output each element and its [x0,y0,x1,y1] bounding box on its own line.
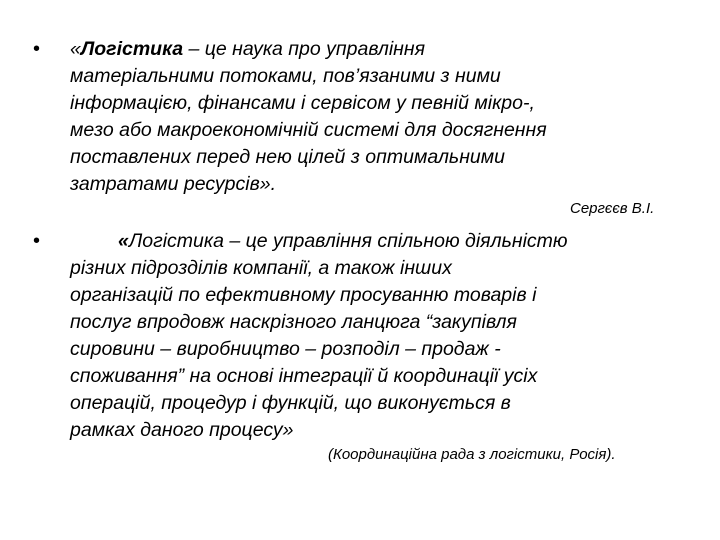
definition-2-line-1-rest: Логістика – це управління спільною діяльністю [128,230,568,252]
definition-1-line-6: затратами ресурсів». [70,173,277,195]
definition-1-text [70,36,685,198]
definition-1-line-4: мезо або макроекономічній системі для досягнення [70,119,547,141]
definition-2-line-7: операцій, процедур і функцій, що виконується в [70,392,511,414]
definition-2-line-8: рамках даного процесу» [70,419,294,441]
bullet-marker: • [33,230,41,252]
definition-1-line-3: інформацією, фінансами і сервісом у певній мікро-, [70,92,535,114]
definition-1-attribution: Сергєєв В.І. [570,200,655,217]
definition-2-line-2: різних підрозділів компанії, а також інших [70,257,452,279]
bullet-marker: • [33,38,41,60]
definition-2-line-1 [70,228,685,255]
definition-2-line-3: організацій по ефективному просуванню товарів і [70,284,537,306]
definition-2-line-4: послуг впродовж наскрізного ланцюга “закупівля [70,311,517,333]
open-quote: « [118,230,129,252]
definition-2-attribution: (Координаційна рада з логістики, Росія). [328,446,616,463]
open-quote: « [70,38,81,60]
definition-1-line-1-rest: – це наука про управління [183,38,426,60]
definition-1-line-5: поставлених перед нею цілей з оптимальними [70,146,505,168]
definition-2-line-6: споживання” на основі інтеграції й координації усіх [70,365,538,387]
definition-2-line-5: сировини – виробництво – розподіл – продаж - [70,338,501,360]
term-logistics: Логістика [80,38,184,60]
definition-2-text [70,228,685,444]
definition-1-line-2: матеріальними потоками, пов’язаними з ними [70,65,501,87]
definition-1-line-1 [70,36,685,63]
